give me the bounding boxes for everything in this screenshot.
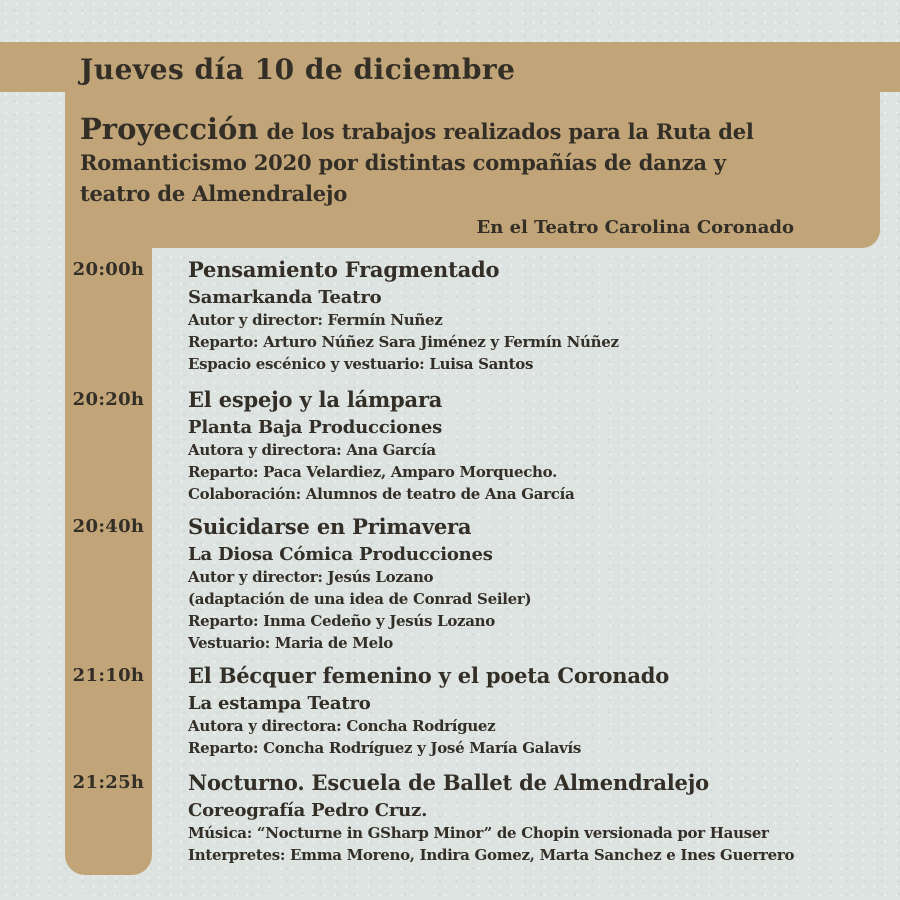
entry-detail: Reparto: Paca Velardiez, Amparo Morquecho. (188, 463, 557, 481)
entry-detail: Reparto: Arturo Núñez Sara Jiménez y Fermín Núñez (188, 333, 619, 351)
description-line-1 (80, 114, 780, 147)
event-description (80, 114, 780, 209)
description-line-3: teatro de Almendralejo (80, 181, 348, 206)
entry-detail: Música: “Nocturne in GSharp Minor” de Chopin versionada por Hauser (188, 824, 769, 842)
schedule-entry (0, 769, 900, 866)
entry-title: Pensamiento Fragmentado (188, 257, 500, 282)
entry-detail: Espacio escénico y vestuario: Luisa Santos (188, 355, 534, 373)
description-line-2: Romanticismo 2020 por distintas compañías de danza y (80, 150, 726, 175)
entry-time: 21:10h (72, 665, 145, 686)
entry-detail: Reparto: Inma Cedeño y Jesús Lozano (188, 612, 495, 630)
description-lead-word: Proyección (80, 112, 259, 146)
entry-detail: Autor y director: Jesús Lozano (188, 568, 434, 586)
entry-content (188, 662, 900, 759)
entry-detail: Interpretes: Emma Moreno, Indira Gomez, Marta Sanchez e Ines Guerrero (188, 846, 795, 864)
entry-detail: Colaboración: Alumnos de teatro de Ana García (188, 485, 575, 503)
entry-detail: Autora y directora: Ana García (188, 441, 436, 459)
entry-time: 21:25h (72, 772, 145, 793)
venue-line: En el Teatro Carolina Coronado (476, 217, 794, 238)
entry-title: Suicidarse en Primavera (188, 514, 472, 539)
entry-detail: (adaptación de una idea de Conrad Seiler) (188, 590, 532, 608)
entry-content (188, 769, 900, 866)
entry-content (188, 386, 900, 505)
schedule-entry (0, 662, 900, 759)
entry-detail: Autor y director: Fermín Nuñez (188, 311, 443, 329)
entry-time: 20:00h (72, 259, 145, 280)
schedule-entry (0, 513, 900, 654)
entry-time: 20:40h (72, 516, 145, 537)
entry-detail: Reparto: Concha Rodríguez y José María Galavís (188, 739, 582, 757)
entry-title: El espejo y la lámpara (188, 387, 443, 412)
entry-content (188, 513, 900, 654)
schedule-entry (0, 256, 900, 375)
event-date-title: Jueves día 10 de diciembre (80, 53, 516, 86)
entry-company: La Diosa Cómica Producciones (188, 544, 493, 565)
schedule-entry (0, 386, 900, 505)
entry-company: Samarkanda Teatro (188, 287, 382, 308)
entry-detail: Vestuario: Maria de Melo (188, 634, 393, 652)
entry-title: El Bécquer femenino y el poeta Coronado (188, 663, 670, 688)
entry-company: Coreografía Pedro Cruz. (188, 800, 428, 821)
description-line-1-rest: de los trabajos realizados para la Ruta del (266, 119, 754, 144)
entry-detail: Autora y directora: Concha Rodríguez (188, 717, 496, 735)
entry-time: 20:20h (72, 389, 145, 410)
entry-title: Nocturno. Escuela de Ballet de Almendralejo (188, 770, 709, 795)
entry-company: Planta Baja Producciones (188, 417, 443, 438)
entry-company: La estampa Teatro (188, 693, 371, 714)
entry-content (188, 256, 900, 375)
